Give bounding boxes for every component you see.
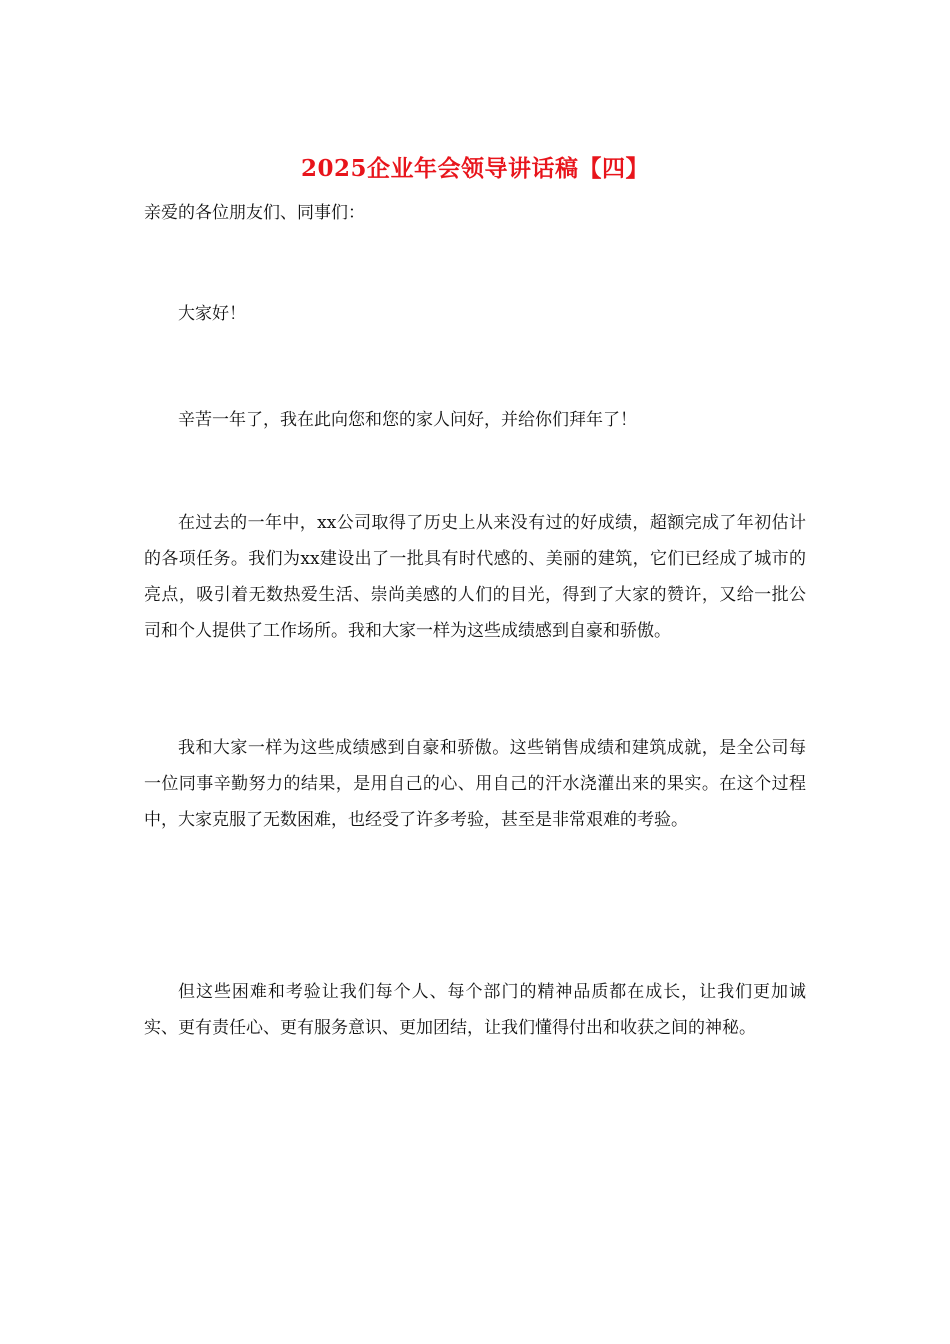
- document-title: 2025企业年会领导讲话稿【四】: [300, 155, 649, 182]
- paragraph-4: 我和大家一样为这些成绩感到自豪和骄傲。这些销售成绩和建筑成就，是全公司每一位同事辛勤努力的结果，是用自己的心、用自己的汗水浇灌出来的果实。在这个过程中，大家克服了无数困难，也经受了许多考验，甚至是非常艰难的考验。: [144, 738, 806, 830]
- paragraph-2: 辛苦一年了，我在此向您和您的家人问好，并给你们拜年了！: [178, 410, 637, 430]
- paragraph-1: 大家好！: [178, 304, 246, 324]
- greeting-line: 亲爱的各位朋友们、同事们：: [144, 203, 365, 223]
- paragraph-3: 在过去的一年中，xx公司取得了历史上从来没有过的好成绩，超额完成了年初估计的各项任务。我们为xx建设出了一批具有时代感的、美丽的建筑，它们已经成了城市的亮点，吸引着无数热爱生活、崇尚美感的人们的目光，得到了大家的赞许，又给一批公司和个人提供了工作场所。我和大家一样为这些成绩感到自豪和骄傲。: [144, 513, 806, 641]
- paragraph-5: 但这些困难和考验让我们每个人、每个部门的精神品质都在成长，让我们更加诚实、更有责任心、更有服务意识、更加团结，让我们懂得付出和收获之间的神秘。: [144, 982, 806, 1038]
